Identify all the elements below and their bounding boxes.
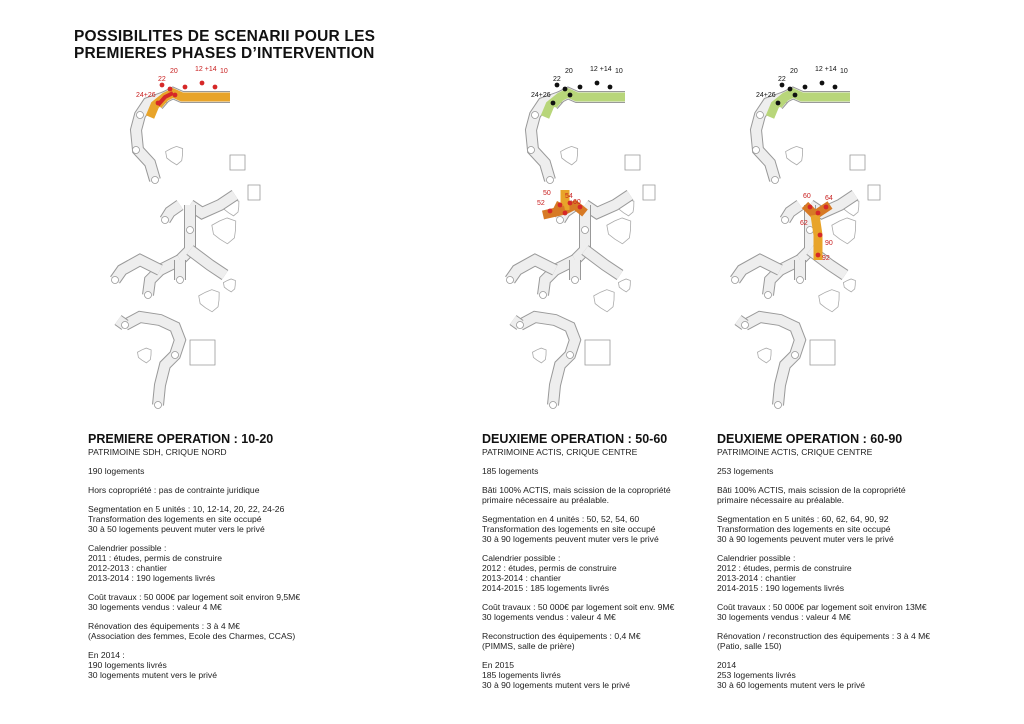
paragraph-line: 30 à 90 logements peuvent muter vers le privé bbox=[482, 534, 659, 544]
site-plan-map-1 bbox=[70, 55, 310, 430]
paragraph bbox=[88, 543, 348, 583]
stair-tower bbox=[172, 352, 179, 359]
paragraph-line: Calendrier possible : bbox=[482, 553, 561, 563]
paragraph-line: En 2015 bbox=[482, 660, 515, 670]
landscape-outline bbox=[166, 146, 183, 164]
paragraph-line: Coût travaux : 50 000€ par logement soit environ 9,5M€ bbox=[88, 592, 301, 602]
unit-marker-dot bbox=[776, 101, 781, 106]
stair-tower bbox=[137, 112, 144, 119]
paragraph-line: Rénovation / reconstruction des équipements : 3 à 4 M€ bbox=[717, 631, 931, 641]
unit-marker-dot bbox=[788, 87, 793, 92]
residential-building bbox=[585, 250, 620, 275]
paragraph bbox=[717, 631, 977, 651]
paragraph-line: 2014-2015 : 190 logements livrés bbox=[717, 583, 845, 593]
highlighted-segment bbox=[778, 93, 850, 105]
paragraph bbox=[717, 660, 977, 690]
unit-label: 22 bbox=[158, 76, 166, 83]
site-plan-map-2 bbox=[465, 55, 705, 430]
paragraph-line: Transformation des logements en site occupé bbox=[717, 524, 891, 534]
paragraph-line: Reconstruction des équipements : 0,4 M€ bbox=[482, 631, 641, 641]
stair-tower bbox=[567, 352, 574, 359]
landscape-outline bbox=[832, 218, 856, 244]
unit-marker-dot bbox=[808, 205, 813, 210]
operation-column-3 bbox=[717, 433, 977, 699]
unit-marker-dot bbox=[833, 85, 838, 90]
unit-label: 20 bbox=[565, 68, 573, 75]
unit-label: 10 bbox=[615, 68, 623, 75]
stair-tower bbox=[155, 402, 162, 409]
residential-building bbox=[745, 317, 800, 405]
title-line-1: POSSIBILITES DE SCENARII POUR LES bbox=[74, 28, 376, 45]
paragraph-line: Segmentation en 5 unités : 60, 62, 64, 90, 92 bbox=[717, 514, 889, 524]
operation-subtitle: PATRIMOINE SDH, CRIQUE NORD bbox=[88, 447, 227, 457]
paragraph-line: 2012 : études, permis de construire bbox=[482, 563, 617, 573]
unit-label: 24+26 bbox=[756, 92, 776, 99]
annex-building bbox=[625, 155, 640, 170]
unit-label: 12 +14 bbox=[195, 66, 217, 73]
paragraph-line: Transformation des logements en site occupé bbox=[88, 514, 262, 524]
site-plan-group bbox=[507, 66, 656, 409]
unit-label: 64 bbox=[825, 195, 833, 202]
highlighted-segment bbox=[553, 93, 625, 105]
unit-label: 60 bbox=[573, 199, 581, 206]
unit-marker-dot bbox=[156, 101, 161, 106]
paragraph bbox=[482, 514, 742, 544]
operation-column-1 bbox=[88, 433, 348, 689]
stair-tower bbox=[792, 352, 799, 359]
paragraph-line: 30 logements mutent vers le privé bbox=[88, 670, 217, 680]
annex-building bbox=[643, 185, 655, 200]
paragraph-line: 2011 : études, permis de construire bbox=[88, 553, 223, 563]
landscape-outline bbox=[786, 146, 803, 164]
site-plan-svg-3 bbox=[690, 55, 930, 430]
site-plan-group bbox=[112, 66, 261, 409]
residential-building bbox=[125, 317, 180, 405]
unit-marker-dot bbox=[816, 253, 821, 258]
paragraph-line: 185 logements bbox=[482, 466, 539, 476]
title-line-2: PREMIERES PHASES D’INTERVENTION bbox=[74, 45, 375, 62]
paragraph bbox=[482, 553, 742, 593]
paragraph-line: Calendrier possible : bbox=[88, 543, 167, 553]
stair-tower bbox=[753, 147, 760, 154]
unit-label: 24+26 bbox=[136, 92, 156, 99]
paragraph bbox=[482, 466, 742, 476]
paragraph-line: 30 à 60 logements mutent vers le privé bbox=[717, 680, 866, 690]
landscape-outline bbox=[618, 279, 630, 292]
landscape-outline bbox=[532, 348, 546, 363]
stair-tower bbox=[532, 112, 539, 119]
annex-building bbox=[248, 185, 260, 200]
operation-subtitle: PATRIMOINE ACTIS, CRIQUE CENTRE bbox=[717, 447, 873, 457]
unit-marker-dot bbox=[173, 93, 178, 98]
unit-label: 22 bbox=[778, 76, 786, 83]
unit-label: 10 bbox=[220, 68, 228, 75]
operation-body bbox=[482, 466, 742, 690]
unit-marker-dot bbox=[200, 81, 205, 86]
paragraph-line: primaire nécessaire au préalable. bbox=[717, 495, 845, 505]
unit-label: 20 bbox=[170, 68, 178, 75]
residential-building bbox=[190, 250, 225, 275]
stair-tower bbox=[187, 227, 194, 234]
paragraph-line: 253 logements livrés bbox=[717, 670, 796, 680]
paragraph bbox=[88, 621, 348, 641]
unit-marker-dot bbox=[818, 233, 823, 238]
annex-building bbox=[850, 155, 865, 170]
paragraph-line: primaire nécessaire au préalable. bbox=[482, 495, 610, 505]
landscape-outline bbox=[212, 218, 236, 244]
unit-label: 22 bbox=[553, 76, 561, 83]
paragraph-line: 2014 bbox=[717, 660, 737, 670]
site-plan-svg-2 bbox=[465, 55, 705, 430]
paragraph-line: (PIMMS, salle de prière) bbox=[482, 641, 575, 651]
paragraph bbox=[88, 485, 348, 495]
landscape-outline bbox=[819, 290, 839, 312]
paragraph-line: 30 logements vendus : valeur 4 M€ bbox=[717, 612, 851, 622]
stair-tower bbox=[133, 147, 140, 154]
paragraph bbox=[482, 485, 742, 505]
unit-marker-dot bbox=[555, 83, 560, 88]
landscape-outline bbox=[607, 218, 631, 244]
paragraph bbox=[482, 631, 742, 651]
paragraph-line: Bâti 100% ACTIS, mais scission de la copropriété bbox=[482, 485, 671, 495]
landscape-outline bbox=[199, 290, 219, 312]
stair-tower bbox=[517, 322, 524, 329]
stair-tower bbox=[122, 322, 129, 329]
unit-label: 50 bbox=[543, 190, 551, 197]
paragraph-line: 2014-2015 : 185 logements livrés bbox=[482, 583, 610, 593]
paragraph-line: 2013-2014 : 190 logements livrés bbox=[88, 573, 216, 583]
stair-tower bbox=[782, 217, 789, 224]
stair-tower bbox=[757, 112, 764, 119]
operation-subtitle: PATRIMOINE ACTIS, CRIQUE CENTRE bbox=[482, 447, 638, 457]
paragraph-line: Calendrier possible : bbox=[717, 553, 796, 563]
stair-tower bbox=[540, 292, 547, 299]
paragraph-line: Rénovation des équipements : 3 à 4 M€ bbox=[88, 621, 240, 631]
unit-marker-dot bbox=[563, 87, 568, 92]
landscape-outline bbox=[757, 348, 771, 363]
stair-tower bbox=[582, 227, 589, 234]
annex-building bbox=[190, 340, 215, 365]
paragraph-line: 30 à 50 logements peuvent muter vers le privé bbox=[88, 524, 265, 534]
site-plan-map-3 bbox=[690, 55, 930, 430]
stair-tower bbox=[507, 277, 514, 284]
stair-tower bbox=[765, 292, 772, 299]
paragraph bbox=[88, 592, 348, 612]
unit-label: 92 bbox=[822, 255, 830, 262]
paragraph-line: En 2014 : bbox=[88, 650, 125, 660]
paragraph bbox=[482, 602, 742, 622]
unit-marker-dot bbox=[551, 101, 556, 106]
paragraph-line: 30 logements vendus : valeur 4 M€ bbox=[482, 612, 616, 622]
unit-marker-dot bbox=[820, 81, 825, 86]
annex-building bbox=[868, 185, 880, 200]
unit-marker-dot bbox=[558, 203, 563, 208]
unit-label: 62 bbox=[800, 220, 808, 227]
stair-tower bbox=[572, 277, 579, 284]
unit-marker-dot bbox=[160, 83, 165, 88]
stair-tower bbox=[177, 277, 184, 284]
stair-tower bbox=[775, 402, 782, 409]
paragraph-line: 185 logements livrés bbox=[482, 670, 561, 680]
paragraph-line: Bâti 100% ACTIS, mais scission de la copropriété bbox=[717, 485, 906, 495]
paragraph bbox=[482, 660, 742, 690]
paragraph-line: Segmentation en 4 unités : 50, 52, 54, 60 bbox=[482, 514, 640, 524]
unit-label: 12 +14 bbox=[590, 66, 612, 73]
paragraph bbox=[717, 514, 977, 544]
annex-building bbox=[230, 155, 245, 170]
landscape-outline bbox=[561, 146, 578, 164]
residential-building bbox=[520, 317, 575, 405]
stair-tower bbox=[547, 177, 554, 184]
paragraph bbox=[88, 504, 348, 534]
landscape-outline bbox=[223, 279, 235, 292]
stair-tower bbox=[112, 277, 119, 284]
unit-marker-dot bbox=[548, 209, 553, 214]
paragraph-line: 30 à 90 logements mutent vers le privé bbox=[482, 680, 631, 690]
paragraph bbox=[717, 466, 977, 476]
paragraph bbox=[717, 602, 977, 622]
paragraph-line: (Association des femmes, Ecole des Charmes, CCAS) bbox=[88, 631, 296, 641]
unit-marker-dot bbox=[608, 85, 613, 90]
unit-marker-dot bbox=[595, 81, 600, 86]
paragraph-line: Coût travaux : 50 000€ par logement soit environ 13M€ bbox=[717, 602, 927, 612]
unit-marker-dot bbox=[793, 93, 798, 98]
paragraph-line: 190 logements livrés bbox=[88, 660, 167, 670]
stair-tower bbox=[550, 402, 557, 409]
highlighted-segment bbox=[543, 210, 565, 215]
operation-body bbox=[717, 466, 977, 690]
paragraph-line: Hors copropriété : pas de contrainte juridique bbox=[88, 485, 260, 495]
unit-marker-dot bbox=[183, 85, 188, 90]
landscape-outline bbox=[843, 279, 855, 292]
paragraph-line: 2012-2013 : chantier bbox=[88, 563, 167, 573]
unit-label: 24+26 bbox=[531, 92, 551, 99]
stair-tower bbox=[152, 177, 159, 184]
stair-tower bbox=[162, 217, 169, 224]
landscape-outline bbox=[594, 290, 614, 312]
paragraph-line: Segmentation en 5 unités : 10, 12-14, 20, 22, 24-26 bbox=[88, 504, 285, 514]
unit-marker-dot bbox=[568, 201, 573, 206]
stair-tower bbox=[797, 277, 804, 284]
unit-marker-dot bbox=[816, 211, 821, 216]
paragraph-line: 2013-2014 : chantier bbox=[717, 573, 796, 583]
paragraph-line: 253 logements bbox=[717, 466, 774, 476]
operation-title: PREMIERE OPERATION : 10-20 bbox=[88, 432, 274, 446]
paragraph bbox=[717, 553, 977, 593]
unit-label: 52 bbox=[537, 200, 545, 207]
paragraph bbox=[88, 466, 348, 476]
unit-label: 60 bbox=[803, 193, 811, 200]
stair-tower bbox=[557, 217, 564, 224]
site-plan-group bbox=[732, 66, 881, 409]
paragraph-line: 30 logements vendus : valeur 4 M€ bbox=[88, 602, 222, 612]
stair-tower bbox=[742, 322, 749, 329]
unit-label: 12 +14 bbox=[815, 66, 837, 73]
annex-building bbox=[810, 340, 835, 365]
paragraph bbox=[88, 650, 348, 680]
unit-label: 90 bbox=[825, 240, 833, 247]
unit-marker-dot bbox=[568, 93, 573, 98]
operation-title: DEUXIEME OPERATION : 60-90 bbox=[717, 432, 903, 446]
operation-title: DEUXIEME OPERATION : 50-60 bbox=[482, 432, 668, 446]
unit-label: 54 bbox=[565, 193, 573, 200]
operation-body bbox=[88, 466, 348, 680]
paragraph-line: 30 à 90 logements peuvent muter vers le privé bbox=[717, 534, 894, 544]
paragraph-line: Transformation des logements en site occupé bbox=[482, 524, 656, 534]
paragraph-line: 2012 : études, permis de construire bbox=[717, 563, 852, 573]
stair-tower bbox=[772, 177, 779, 184]
operation-column-2 bbox=[482, 433, 742, 699]
unit-marker-dot bbox=[824, 205, 829, 210]
paragraph-line: Coût travaux : 50 000€ par logement soit env. 9M€ bbox=[482, 602, 675, 612]
paragraph-line: 2013-2014 : chantier bbox=[482, 573, 561, 583]
paragraph-line: (Patio, salle 150) bbox=[717, 641, 782, 651]
paragraph bbox=[717, 485, 977, 505]
unit-marker-dot bbox=[578, 85, 583, 90]
unit-marker-dot bbox=[803, 85, 808, 90]
site-plan-svg-1 bbox=[70, 55, 310, 430]
unit-marker-dot bbox=[563, 211, 568, 216]
stair-tower bbox=[528, 147, 535, 154]
stair-tower bbox=[732, 277, 739, 284]
annex-building bbox=[585, 340, 610, 365]
unit-label: 10 bbox=[840, 68, 848, 75]
unit-marker-dot bbox=[780, 83, 785, 88]
unit-marker-dot bbox=[213, 85, 218, 90]
unit-marker-dot bbox=[168, 87, 173, 92]
unit-label: 20 bbox=[790, 68, 798, 75]
landscape-outline bbox=[137, 348, 151, 363]
stair-tower bbox=[145, 292, 152, 299]
paragraph-line: 190 logements bbox=[88, 466, 145, 476]
